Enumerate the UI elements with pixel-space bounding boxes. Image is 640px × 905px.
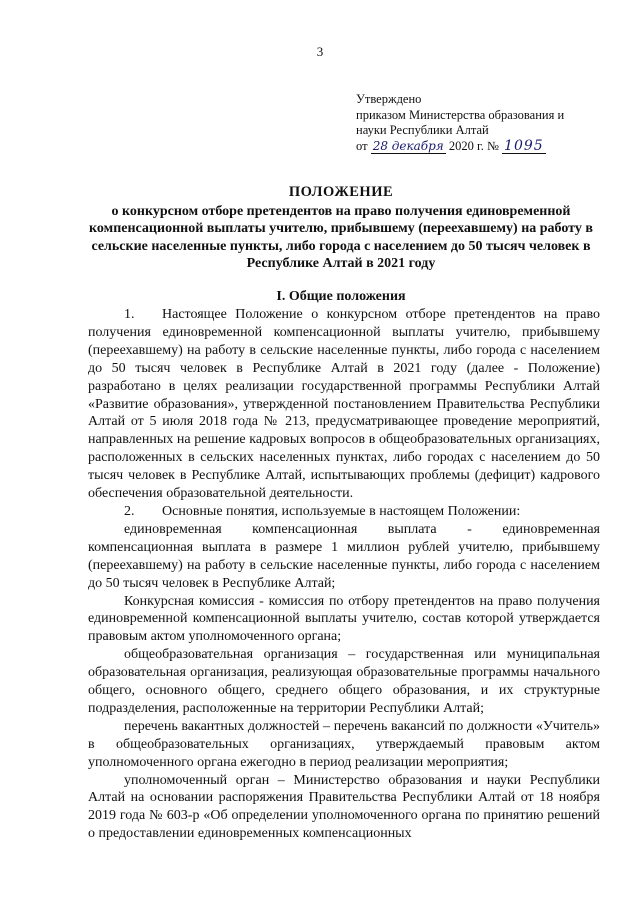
approval-line-3: науки Республики Алтай bbox=[356, 123, 489, 137]
approval-year: 2020 г. № bbox=[448, 138, 499, 153]
paragraph-5: общеобразовательная организация – государственная или муниципальная образовательная организация, реализующая образовательные программы начального общего, основного общего, среднего общего образования, и их структурные подразделения, расположенные на территории Республики Алтай; bbox=[88, 647, 600, 716]
handwritten-date: 28 декабря bbox=[372, 138, 444, 153]
document-body bbox=[88, 306, 600, 843]
paragraph-7: уполномоченный орган – Министерство образования и науки Республики Алтай на основании распоряжения Правительства Республики Алтай от 18 ноября 2019 года № 603-р «Об определении уполномоченного органа по принятию решений о предоставлении единовременных компенсационных bbox=[88, 772, 600, 842]
page-number: 3 bbox=[316, 44, 324, 59]
handwritten-number: 1095 bbox=[504, 137, 544, 154]
paragraph-6: перечень вакантных должностей – перечень вакансий по должности «Учитель» в общеобразовательных организациях, утверждаемый правовым актом уполномоченного органа ежегодно в период реализации мероприятия; bbox=[88, 718, 600, 770]
paragraph-2 bbox=[88, 503, 600, 521]
approval-line-1: Утверждено bbox=[356, 92, 422, 106]
paragraph-1-number: 1. bbox=[124, 307, 135, 322]
approval-stamp bbox=[356, 92, 596, 154]
document-subtitle: о конкурсном отборе претендентов на право получения единовременной компенсационной выплаты учителю, прибывшему (переехавшему) на работу в сельские населенные пункты, либо города с населением до 50 тысяч человек в Республике Алтай в 2021 году bbox=[89, 203, 593, 271]
document-title: ПОЛОЖЕНИЕ bbox=[288, 184, 394, 200]
paragraph-2-text: Основные понятия, используемые в настоящем Положении: bbox=[162, 503, 521, 519]
document-title-block bbox=[82, 184, 600, 273]
paragraph-1 bbox=[88, 306, 600, 503]
paragraph-3: единовременная компенсационная выплата - единовременная компенсационная выплата в размере 1 миллион рублей учителю, прибывшему (переехавшему) на работу в сельские населенные пункты, либо города с населением до 50 тысяч человек в Республике Алтай; bbox=[88, 521, 600, 591]
paragraph-4: Конкурсная комиссия - комиссия по отбору претендентов на право получения единовременной компенсационной выплаты учителю, состав которой утверждается правовым актом уполномоченного органа; bbox=[88, 593, 600, 645]
approval-date-line bbox=[356, 139, 596, 155]
section-heading: I. Общие положения bbox=[276, 289, 406, 304]
paragraph-2-number: 2. bbox=[124, 503, 135, 519]
paragraph-1-text: Настоящее Положение о конкурсном отборе претендентов на право получения единовременной компенсационной выплаты учителю, прибывшему (переехавшему) на работу в сельские населенные пункты, либо города с населением до 50 тысяч человек в Республике Алтай в 2021 году (далее - Положение) разработано в целях реализации государственной программы Республики Алтай «Развитие образования», утвержденной постановлением Правительства Республики Алтай от 5 июля 2018 года № 213, предусматривающее проведение мероприятий, направленных на решение кадровых вопросов в общеобразовательных организациях, расположенных в сельских населенных пунктах, либо городах с населением до 50 тысяч человек в Республике Алтай, испытывающих проблемы (дефицит) кадрового обеспечения образовательной деятельности. bbox=[88, 307, 600, 502]
approval-date-prefix: от bbox=[356, 138, 368, 153]
approval-line-2: приказом Министерства образования и bbox=[356, 107, 565, 122]
